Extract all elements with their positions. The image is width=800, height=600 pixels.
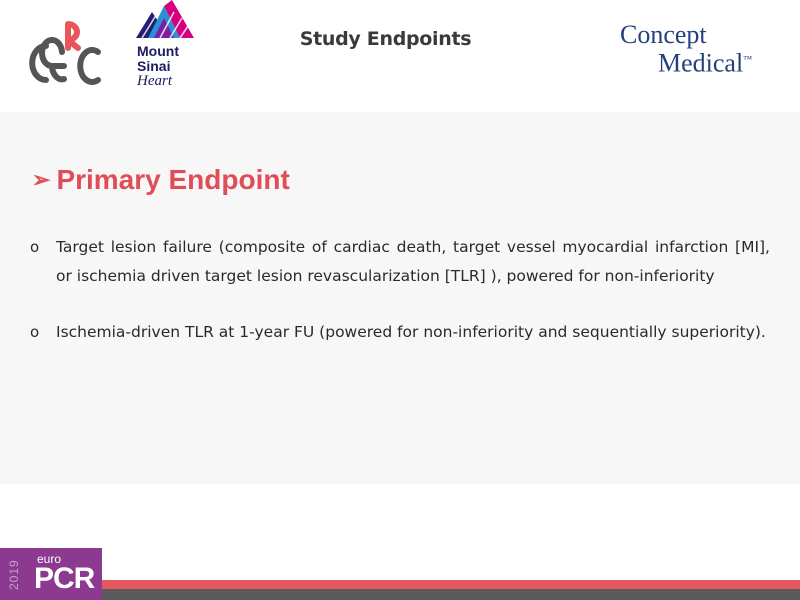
mount-sinai-logo	[134, 0, 196, 40]
mount-sinai-line-2: Sinai	[137, 58, 171, 74]
slide-header	[0, 0, 800, 112]
concept-medical-line-2	[600, 47, 770, 76]
concept-medical-word: Medical	[658, 48, 744, 78]
cerc-logo	[26, 14, 104, 86]
mount-sinai-wordmark	[137, 44, 179, 89]
endpoint-list	[30, 233, 770, 375]
slide-title: Study Endpoints	[299, 28, 472, 50]
trademark-mark: ™	[743, 54, 753, 64]
mount-sinai-line-1: Mount	[137, 43, 179, 59]
europcr-logo	[0, 548, 102, 600]
list-item	[30, 318, 770, 347]
mount-sinai-line-3: Heart	[137, 73, 172, 89]
europcr-euro: euro	[37, 552, 62, 566]
footer-red-bar	[102, 580, 800, 589]
arrow-bullet-icon: ➢	[32, 167, 51, 192]
europcr-year: 2019	[7, 559, 21, 591]
primary-endpoint-heading	[32, 164, 290, 196]
list-item-text: Ischemia-driven TLR at 1-year FU (powered for non-inferiority and sequentially superiority).	[56, 323, 766, 341]
list-item-text: Target lesion failure (composite of cardiac death, target vessel myocardial infarction [MI], or ischemia driven target lesion revascularization [TLR] ), powered for non-inferiority	[56, 238, 770, 285]
footer-dark-bar	[102, 589, 800, 600]
slide-content	[0, 112, 800, 484]
heading-text: Primary Endpoint	[56, 164, 290, 195]
europcr-pcr: PCR	[34, 562, 95, 595]
concept-medical-line-1: Concept	[620, 20, 707, 49]
circle-bullet-icon: o	[30, 323, 40, 341]
concept-medical-logo	[600, 22, 770, 76]
circle-bullet-icon: o	[30, 238, 40, 256]
list-item	[30, 233, 770, 290]
